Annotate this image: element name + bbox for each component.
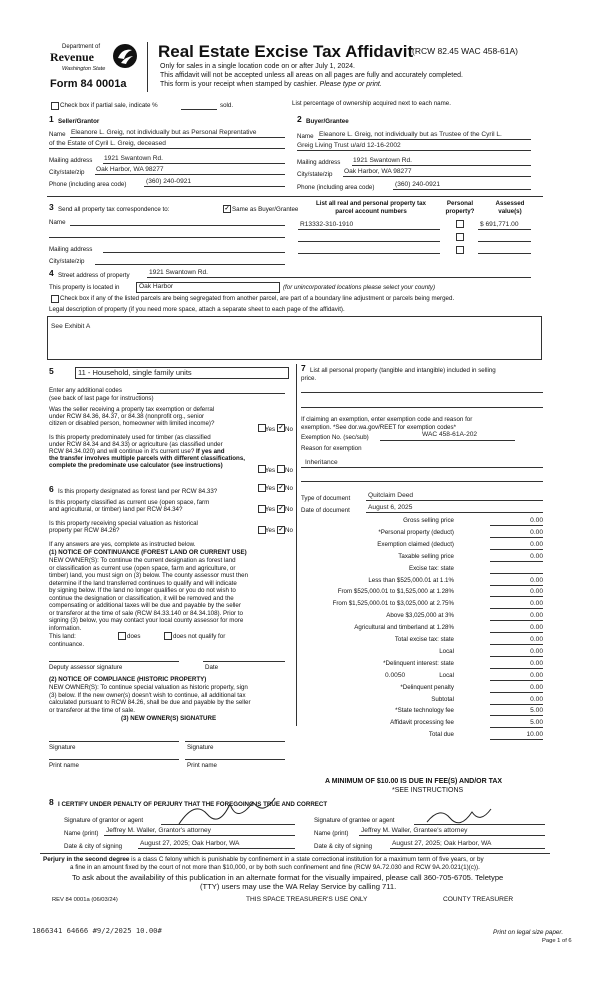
section6-number: 6 xyxy=(49,484,54,494)
s6-q2-line2: and agricultural, or timber) land per RCW 84.34? xyxy=(49,506,183,513)
s6-q3-no-label: No xyxy=(285,527,293,534)
partial-sale-label: Check box if partial sale, indicate % xyxy=(60,102,158,109)
land-use-code-select[interactable] xyxy=(75,367,289,379)
dept-line1: Department of xyxy=(62,44,101,50)
tax-line-underline xyxy=(490,596,543,597)
tax-line-underline xyxy=(490,549,543,550)
seller-phone-label: Phone (including area code) xyxy=(49,181,127,188)
tax-line-underline xyxy=(490,704,543,705)
tax-line-underline xyxy=(490,739,543,740)
deputy-date-field[interactable] xyxy=(203,661,285,662)
s5-q1-line2: under RCW 84.36, 84.37, or 84.38 (nonprofit org., senior xyxy=(49,413,205,420)
s3-name-label: Name xyxy=(49,219,66,226)
n2-line: or transferor at the time of sale. xyxy=(49,706,135,714)
grantor-name-value[interactable]: Jeffrey M. Waller, Grantor's attorney xyxy=(106,827,211,834)
s5-q2-line3: RCW 84.34.020) and will continue in it's current use? If yes and xyxy=(49,448,225,455)
seller-name-line1[interactable]: Eleanore L. Greig, not individually but as Personal Reprentative xyxy=(71,129,257,136)
does-not-qualify-label: does not qualify for xyxy=(173,633,226,640)
s7-label-2: price. xyxy=(301,375,317,382)
dor-emblem-icon xyxy=(112,43,138,69)
n1-line: timber) land, you must sign on (3) below. The county assessor must then xyxy=(49,572,249,579)
s5-q1-line1: Was the seller receiving a property tax exemption or deferral xyxy=(49,406,215,413)
tax-line-label: Affidavit processing fee xyxy=(390,719,454,727)
does-not-qualify-checkbox[interactable] xyxy=(164,632,172,640)
revision-number: REV 84 0001a (06/03/24) xyxy=(52,897,118,903)
n2-line: calculated pursuant to RCW 84.26, shall be due and payable by the seller xyxy=(49,699,251,706)
s6-q1-no-label: No xyxy=(285,485,293,492)
tax-line-underline xyxy=(490,620,543,621)
parcel-underline-1 xyxy=(298,229,440,230)
header-line1: Only for sales in a single location code on or after July 1, 2024. xyxy=(160,63,355,70)
partial-pct-field[interactable] xyxy=(181,109,217,110)
print-name-label-2: Print name xyxy=(187,762,217,769)
exemption-reason-field-2[interactable] xyxy=(301,481,543,482)
section5-number: 5 xyxy=(49,366,54,376)
tax-line-label: Above $3,025,000 at 3% xyxy=(386,612,454,620)
exemption-reason-label: Reason for exemption xyxy=(301,445,362,452)
s6-if-yes: If any answers are yes, complete as instructed below. xyxy=(49,541,196,548)
s3-mail-label: Mailing address xyxy=(49,246,93,253)
assessed-value-1[interactable]: $ 691,771.00 xyxy=(480,221,519,228)
tax-line-label: Total due xyxy=(428,731,454,739)
s6-q1-no-checkbox[interactable]: ✓ xyxy=(278,485,284,491)
n1-line: NEW OWNER(S): To continue the current designation as forest land xyxy=(49,557,236,564)
tax-line-underline xyxy=(490,561,543,562)
n1-line: continue the designation or classification, it will be removed and the xyxy=(49,594,234,602)
n1-line: signing (3) below, you may contact your local county assessor for more xyxy=(49,617,244,624)
buyer-mail-underline xyxy=(352,165,531,166)
deputy-date-label: Date xyxy=(205,664,219,671)
n1-line: determine if the land transferred continues to qualify and will indicate xyxy=(49,579,237,587)
deputy-signature-label: Deputy assessor signature xyxy=(49,664,123,671)
seller-name-label: Name xyxy=(49,131,66,138)
receipt-stamp: 1866341 64666 #9/2/2025 10.00# xyxy=(32,926,162,935)
seller-phone-value[interactable]: (360) 240-0921 xyxy=(146,178,192,185)
tax-line-label: Taxable selling price xyxy=(398,552,454,560)
buyer-mail-label: Mailing address xyxy=(297,159,341,166)
parcel-number-1[interactable]: R13332-310-1910 xyxy=(300,221,354,228)
buyer-name-underline1 xyxy=(318,139,531,140)
footer-divider xyxy=(40,853,550,854)
form-title: Real Estate Excise Tax Affidavit xyxy=(158,42,414,61)
exemption-reason-value[interactable]: Inheritance xyxy=(305,459,338,466)
form-number: Form 84 0001a xyxy=(50,78,127,90)
rcw-reference: (RCW 82.45 WAC 458-61A) xyxy=(412,46,518,56)
parcel-field-2[interactable] xyxy=(298,241,440,242)
grantee-date-value[interactable]: August 27, 2025; Oak Harbor, WA xyxy=(392,840,492,847)
accessibility-line-2: (TTY) users may use the WA Relay Service by calling 711. xyxy=(200,882,397,891)
s5-q1-no-checkbox[interactable]: ✓ xyxy=(278,425,284,431)
tax-line-value[interactable]: 0.00 xyxy=(530,576,543,584)
tax-line-underline xyxy=(490,644,543,645)
grantee-date-label: Date & city of signing xyxy=(314,843,373,850)
tax-line-underline xyxy=(490,632,543,633)
new-owner-signature-2[interactable] xyxy=(185,741,285,742)
tax-line-value[interactable]: 10.00 xyxy=(526,731,543,739)
perjury-line-2: a fine in an amount fixed by the court of not more than $10,000, or by both such confinement and fine (RCW 9A.72.030 and RCW 9A.20.021(1)(c)). xyxy=(70,864,480,871)
tax-line-underline xyxy=(490,692,543,693)
dept-line3: Washington State xyxy=(62,66,106,72)
s4-street-value[interactable]: 1921 Swantown Rd. xyxy=(149,269,209,276)
tax-line-label: Local xyxy=(439,671,454,679)
s5-q2-line5: complete the predominate use calculator (see instructions) xyxy=(49,462,223,469)
grantor-date-underline xyxy=(138,848,295,849)
s5-q1-no-label: No xyxy=(285,426,293,433)
tax-line-value[interactable]: 0.00 xyxy=(530,612,543,620)
s6-q3-line2: property per RCW 84.26? xyxy=(49,527,120,534)
exemption-no-underline xyxy=(380,440,515,441)
buyer-mail-value[interactable]: 1921 Swantown Rd. xyxy=(353,157,413,164)
n1-line: or transferor at the time of sale (RCW 84.33.140 or 84.34.108). Prior to xyxy=(49,609,243,617)
s6-q3-line1: Is this property receiving special valuation as historical xyxy=(49,520,198,527)
section3-number: 3 xyxy=(49,202,54,212)
s5-q2-line1: Is this property predominately used for timber (as classified xyxy=(49,434,211,441)
seller-mail-value[interactable]: 1921 Swantown Rd. xyxy=(104,155,164,162)
seller-name-line2[interactable]: of the Estate of Cyril L. Greig, deceased xyxy=(49,140,166,147)
does-qualify-checkbox[interactable] xyxy=(118,632,126,640)
tax-line-value[interactable]: 0.00 xyxy=(530,624,543,632)
legal-description-value: See Exhibit A xyxy=(51,323,91,330)
notice1-title: (1) NOTICE OF CONTINUANCE (FOREST LAND OR CURRENT USE) xyxy=(49,549,247,556)
n2-line: (3) below. If the new owner(s) doesn't wish to continue, all additional tax xyxy=(49,691,246,699)
personal-property-field-2[interactable] xyxy=(301,407,543,408)
tax-line-label: Less than $525,000.01 at 1.1% xyxy=(368,576,454,584)
s3-name-field2[interactable] xyxy=(49,237,285,238)
signature-scribble-2-icon xyxy=(424,804,494,828)
tax-line-value[interactable]: 0.00 xyxy=(530,647,543,655)
page-number: Page 1 of 6 xyxy=(542,938,572,944)
exempt-label-1: If claiming an exemption, enter exemption code and reason for xyxy=(301,416,473,423)
column-divider xyxy=(296,364,297,726)
buyer-city-label: City/state/zip xyxy=(297,171,333,178)
accessibility-line-1: To ask about the availability of this publication in an alternate format for the visually impaired, please call 360-705-6705. Teletype xyxy=(72,873,504,882)
new-owner-signature-1[interactable] xyxy=(49,741,179,742)
same-as-buyer-label: Same as Buyer/Grantee xyxy=(232,206,299,213)
exempt-label-2: exemption. *See dor.wa.gov/REET for exemption codes* xyxy=(301,424,457,431)
codes-label-2: (see back of last page for instructions) xyxy=(49,395,154,402)
tax-line-underline xyxy=(490,656,543,657)
buyer-city-underline xyxy=(343,176,531,177)
s3-name-field[interactable] xyxy=(70,225,285,226)
perjury-line-1: Perjury in the second degree is a class C felony which is punishable by confinement in a state correctional institution for a maximum term of five years, or by xyxy=(43,856,484,863)
location-select[interactable] xyxy=(136,282,280,293)
parcel-col-header-2: parcel account numbers xyxy=(335,208,407,215)
tax-line-value[interactable]: 5.00 xyxy=(530,707,543,715)
s3-city-label: City/state/zip xyxy=(49,258,85,265)
section7-number: 7 xyxy=(301,363,306,373)
s3-city-field[interactable] xyxy=(95,264,285,265)
grantee-sig-label: Signature of grantee or agent xyxy=(314,817,395,824)
location-value: Oak Harbor xyxy=(139,283,174,290)
tax-line-label: Excise tax: state xyxy=(408,564,454,572)
tax-line-value[interactable]: 0.00 xyxy=(530,588,543,596)
grantee-name-underline xyxy=(359,835,545,836)
exemption-reason-underline xyxy=(301,467,543,468)
assessed-underline-1 xyxy=(478,229,531,230)
seller-city-label: City/state/zip xyxy=(49,169,85,176)
grantee-name-value[interactable]: Jeffrey M. Waller, Grantee's attorney xyxy=(361,827,468,834)
doc-type-value[interactable]: Quitclaim Deed xyxy=(368,492,414,499)
additional-codes-field[interactable] xyxy=(137,393,285,394)
tax-line-label: Gross selling price xyxy=(403,517,454,524)
buyer-name-label: Name xyxy=(297,133,314,140)
partial-sale-checkbox[interactable] xyxy=(51,102,59,110)
header-divider xyxy=(147,42,148,92)
deputy-signature-field[interactable] xyxy=(49,661,179,662)
seller-mail-underline xyxy=(103,163,285,164)
personal-property-field-1[interactable] xyxy=(301,392,543,393)
tax-line-underline xyxy=(490,537,543,538)
assessed-field-3[interactable] xyxy=(478,253,531,254)
tax-line-label: Total excise tax: state xyxy=(394,636,454,643)
n1-line: by signing below. If the land no longer qualifies or you do not wish to xyxy=(49,587,236,594)
doc-type-underline xyxy=(366,500,543,501)
tax-line-value[interactable]: 0.00 xyxy=(530,517,543,524)
see-instructions: *SEE INSTRUCTIONS xyxy=(392,787,464,794)
tax-line-label: *State technology fee xyxy=(395,707,454,715)
personal-property-checkbox-2[interactable] xyxy=(456,233,464,241)
buyer-name-underline2 xyxy=(297,150,531,151)
s4-uninc-note: (for unincorporated locations please select your county) xyxy=(283,284,436,291)
s4-street-label: Street address of property xyxy=(58,272,130,279)
land-use-code-value: 11 - Household, single family units xyxy=(78,368,192,377)
signature-scribble-icon xyxy=(175,794,280,830)
grantee-name-label: Name (print) xyxy=(314,830,349,837)
segregated-checkbox[interactable] xyxy=(51,295,59,303)
personal-property-checkbox-3[interactable] xyxy=(456,246,464,254)
legal-desc-label: Legal description of property (if you need more space, attach a separate sheet to each page of the affidavit). xyxy=(49,306,345,313)
grantor-date-label: Date & city of signing xyxy=(64,843,123,850)
local-rate-value[interactable]: 0.0050 xyxy=(385,672,406,679)
doc-date-label: Date of document xyxy=(301,507,350,514)
partial-sold-label: sold. xyxy=(220,102,234,109)
section1-number: 1 xyxy=(49,114,54,124)
print-name-label-1: Print name xyxy=(49,762,79,769)
tax-line-value[interactable]: 0.00 xyxy=(530,683,543,691)
s5-q1-line3: citizen or disabled person, homeowner with limited income)? xyxy=(49,420,215,427)
n2-line: NEW OWNER(S): To continue special valuation as historic property, sign xyxy=(49,684,248,691)
grantor-name-underline xyxy=(104,835,295,836)
assessed-col-header-2: value(s) xyxy=(498,208,522,215)
buyer-name-line2[interactable]: Greig Living Trust u/a/d 12-16-2002 xyxy=(297,142,401,149)
s6-q3-no-checkbox[interactable]: ✓ xyxy=(278,527,284,533)
grantor-date-value[interactable]: August 27, 2025; Oak Harbor, WA xyxy=(140,840,240,847)
tax-line-underline xyxy=(490,727,543,728)
tax-line-label: Local xyxy=(439,647,454,655)
assessed-field-2[interactable] xyxy=(478,241,531,242)
seller-name-underline1 xyxy=(70,137,285,138)
tax-line-value[interactable]: 0.00 xyxy=(530,552,543,560)
s6-q1: Is this property designated as forest land per RCW 84.33? xyxy=(58,488,218,495)
buyer-phone-label: Phone (including area code) xyxy=(297,184,375,191)
tax-line-label: *Delinquent penalty xyxy=(400,683,454,691)
s5-q2-line4: the transfer involves multiple parcels with different classifications, xyxy=(49,455,245,462)
notice2-title: (2) NOTICE OF COMPLIANCE (HISTORIC PROPERTY) xyxy=(49,676,207,683)
buyer-phone-underline xyxy=(393,189,531,190)
assessed-col-header-1: Assessed xyxy=(495,200,525,207)
personal-property-checkbox-1[interactable] xyxy=(456,220,464,228)
tax-line-underline xyxy=(490,715,543,716)
same-as-buyer-checkbox[interactable]: ✓ xyxy=(224,206,230,212)
tax-line-value[interactable]: 0.00 xyxy=(530,636,543,643)
legal-description-field[interactable] xyxy=(47,316,542,360)
tax-line-label: Exemption claimed (deduct) xyxy=(377,540,454,548)
grantor-sig-label: Signature of grantor or agent xyxy=(64,817,144,824)
seller-city-underline xyxy=(95,174,285,175)
legal-paper-note: Print on legal size paper. xyxy=(493,929,564,936)
s5-q2-line2: under RCW 84.34 and 84.33) or agriculture (as classified under xyxy=(49,441,223,448)
tax-line-underline xyxy=(490,680,543,681)
divider-3 xyxy=(47,196,543,197)
s6-q2-no-label: No xyxy=(285,506,293,513)
buyer-city-value[interactable]: Oak Harbor, WA 98277 xyxy=(344,168,412,175)
tax-line-value[interactable]: 0.00 xyxy=(530,659,543,667)
n1-line: information. xyxy=(49,624,82,632)
s6-q1-yes-label: Yes xyxy=(265,485,276,492)
tax-line-label: From $525,000.01 to $1,525,000 at 1.28% xyxy=(337,588,454,596)
certify-statement: I CERTIFY UNDER PENALTY OF PERJURY THAT THE FOREGOING IS TRUE AND CORRECT xyxy=(58,801,328,808)
new-owner-print-2[interactable] xyxy=(185,759,285,760)
grantee-date-underline xyxy=(390,848,545,849)
treasurer-use-only: THIS SPACE TREASURER'S USE ONLY xyxy=(246,896,368,903)
doc-date-underline xyxy=(366,512,543,513)
n1-line: compensating or additional taxes will be due and payable by the seller xyxy=(49,602,241,609)
section8-number: 8 xyxy=(49,797,54,807)
s5-q2-yes-label: Yes xyxy=(265,467,276,474)
segregated-label: Check box if any of the listed parcels are being segregated from another parcel, are part of a boundary line adjustment or parcels being merged. xyxy=(60,295,455,302)
dept-line2: Revenue xyxy=(50,50,94,64)
header-line2: This affidavit will not be accepted unless all areas on all pages are fully and accurately completed. xyxy=(160,72,463,79)
s6-q2-no-checkbox[interactable]: ✓ xyxy=(278,506,284,512)
personal-col-header-1: Personal xyxy=(446,200,474,207)
tax-line-value[interactable]: 5.00 xyxy=(530,719,543,727)
buyer-title: Buyer/Grantee xyxy=(306,118,349,125)
tax-line-underline xyxy=(490,573,543,574)
s4-street-underline xyxy=(147,277,531,278)
buyer-name-line1[interactable]: Eleanore L. Greig, not individually but as Trustee of the Cyril L. xyxy=(319,131,502,138)
county-treasurer: COUNTY TREASURER xyxy=(443,896,514,903)
continuance-label: continuance. xyxy=(49,641,85,648)
doc-date-value[interactable]: August 6, 2025 xyxy=(368,504,413,511)
ownership-note: List percentage of ownership acquired next to each name. xyxy=(292,100,451,107)
buyer-phone-value[interactable]: (360) 240-0921 xyxy=(395,181,441,188)
s3-mail-field[interactable] xyxy=(103,252,285,253)
parcel-field-3[interactable] xyxy=(298,253,440,254)
tax-line-value[interactable]: 0.00 xyxy=(530,600,543,608)
s6-q2-yes-label: Yes xyxy=(265,506,276,513)
doc-type-label: Type of document xyxy=(301,495,351,502)
s6-q3-yes-label: Yes xyxy=(265,527,276,534)
section4-number: 4 xyxy=(49,268,54,278)
does-label: does xyxy=(127,633,141,640)
section2-number: 2 xyxy=(297,114,302,124)
notice3-title: (3) NEW OWNER(S) SIGNATURE xyxy=(121,715,217,722)
tax-line-label: Subtotal xyxy=(431,695,454,703)
header-line3: This form is your receipt when stamped by cashier. Please type or print. xyxy=(160,81,382,88)
s3-send-label: Send all property tax correspondence to: xyxy=(58,206,170,213)
minimum-due: A MINIMUM OF $10.00 IS DUE IN FEE(S) AND/OR TAX xyxy=(325,778,503,785)
tax-line-underline xyxy=(490,608,543,609)
s5-q2-no-label: No xyxy=(285,467,293,474)
s4-located-label: This property is located in xyxy=(49,284,120,291)
tax-line-underline xyxy=(490,585,543,586)
tax-line-underline xyxy=(490,668,543,669)
tax-line-value[interactable]: 0.00 xyxy=(530,528,543,536)
tax-line-label: *Delinquent interest: state xyxy=(383,659,454,667)
grantor-name-label: Name (print) xyxy=(64,830,99,837)
new-owner-print-1[interactable] xyxy=(49,759,179,760)
seller-title: Seller/Grantor xyxy=(58,118,100,125)
seller-name-underline2 xyxy=(49,148,285,149)
seller-phone-underline xyxy=(144,186,285,187)
s6-q2-line1: Is this property classified as current use (open space, farm xyxy=(49,499,210,506)
s7-label-1: List all personal property (tangible and intangible) included in selling xyxy=(310,367,496,374)
tax-line-value[interactable]: 0.00 xyxy=(530,671,543,679)
signature-label-2: Signature xyxy=(187,744,214,751)
seller-mail-label: Mailing address xyxy=(49,157,93,164)
signature-label-1: Signature xyxy=(49,744,76,751)
tax-line-value[interactable]: 0.00 xyxy=(530,540,543,548)
tax-line-underline xyxy=(490,525,543,526)
tax-line-label: From $1,525,000.01 to $3,025,000 at 2.75% xyxy=(332,600,454,608)
tax-line-label: *Personal property (deduct) xyxy=(378,528,454,536)
tax-line-label: Agricultural and timberland at 1.28% xyxy=(354,624,454,632)
parcel-col-header-1: List all real and personal property tax xyxy=(315,200,427,207)
n1-line: or classification as current use (open space, farm and agriculture, or xyxy=(49,564,236,572)
tax-line-value[interactable]: 0.00 xyxy=(530,695,543,703)
this-land-label: This land: xyxy=(49,633,76,640)
exemption-no-label: Exemption No. (sec/sub) xyxy=(301,434,369,441)
exemption-no-value[interactable]: WAC 458-61A-202 xyxy=(422,431,478,438)
seller-city-value[interactable]: Oak Harbor, WA 98277 xyxy=(96,166,164,173)
s5-q1-yes-label: Yes xyxy=(265,426,276,433)
s5-q2-no-checkbox[interactable] xyxy=(277,465,285,473)
codes-label-1: Enter any additional codes xyxy=(49,387,122,394)
personal-col-header-2: property? xyxy=(445,208,475,215)
